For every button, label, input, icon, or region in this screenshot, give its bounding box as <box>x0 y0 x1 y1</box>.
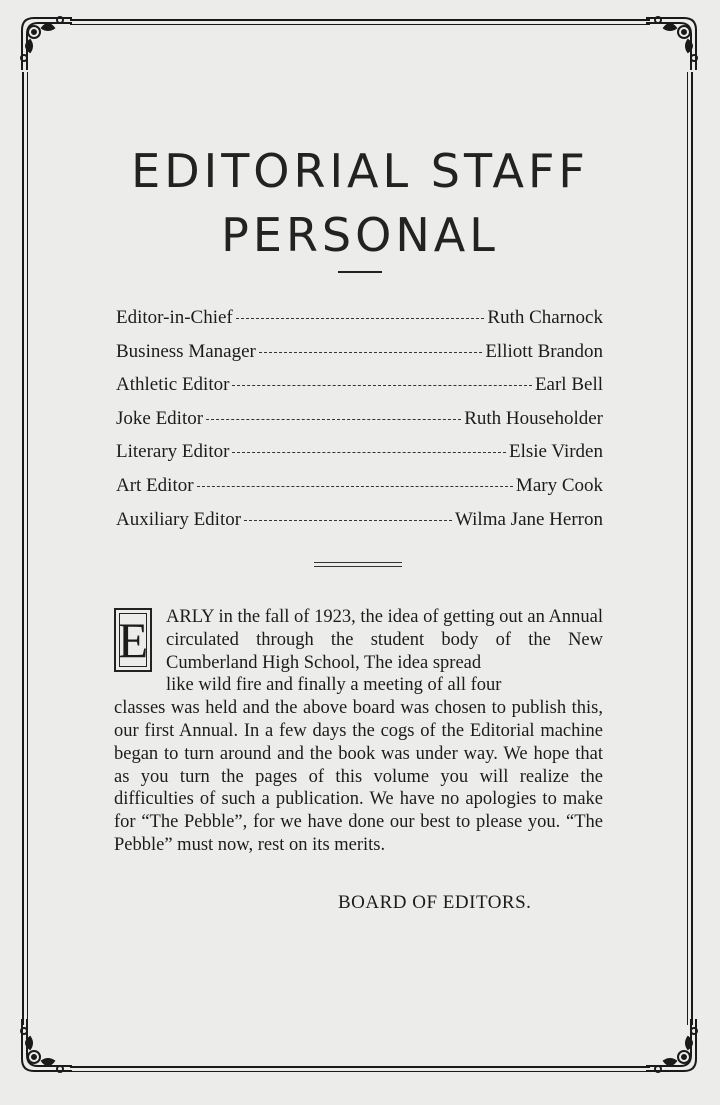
dotted-leader <box>259 352 482 353</box>
drop-cap-letter: E <box>117 612 149 668</box>
staff-role: Editor-in-Chief <box>116 307 233 328</box>
paragraph-line: “The Pebble”, for we have done our best to please you. <box>141 812 561 833</box>
title-divider <box>338 271 382 273</box>
staff-name: Elliott Brandon <box>485 340 603 362</box>
paragraph-line: classes was held and the above board was chosen to <box>114 698 507 719</box>
paragraph-line: “The Pebble” must now, rest on its merits. <box>114 812 603 855</box>
staff-row <box>116 471 603 505</box>
paragraph-line: book was under way. We hope that as you turn the <box>114 743 604 787</box>
paragraph-line: ARLY in the fall of 1923, the idea of getting out an <box>166 607 545 627</box>
staff-row <box>116 404 603 438</box>
dotted-leader <box>236 318 485 319</box>
paragraph-line: publish this, our first Annual. In a few days the cogs <box>114 698 603 741</box>
paragraph-line: like wild fire and finally a meeting of all four <box>166 675 502 696</box>
paragraph-line: Annual circulated through the student body of the <box>166 607 603 650</box>
section-divider <box>314 562 402 567</box>
dotted-leader <box>197 486 513 487</box>
corner-ornament-icon <box>12 1013 78 1079</box>
paragraph-line: such a publication. We have no apologies to make for <box>114 789 603 833</box>
paragraph-line: of the Editorial machine began to turn around and the <box>114 720 603 764</box>
dotted-leader <box>206 419 461 420</box>
dotted-leader <box>244 520 452 521</box>
corner-ornament-icon <box>12 10 78 76</box>
corner-ornament-icon <box>640 10 706 76</box>
title-line-2: PERSONAL <box>221 208 499 262</box>
corner-ornament-icon <box>640 1013 706 1079</box>
staff-role: Joke Editor <box>116 407 204 429</box>
signature: BOARD OF EDITORS. <box>338 892 532 913</box>
paragraph-line: pages of this volume you will realize the difficulties of <box>114 766 604 810</box>
dotted-leader <box>232 385 531 386</box>
title-line-1: EDITORIAL STAFF <box>131 144 589 198</box>
staff-row <box>116 370 603 404</box>
staff-role: Art Editor <box>116 474 194 496</box>
drop-cap <box>114 608 152 672</box>
staff-row <box>116 437 603 471</box>
staff-name: Earl Bell <box>534 374 603 396</box>
paragraph-text <box>114 606 603 857</box>
intro-paragraph <box>114 606 603 857</box>
staff-role: Athletic Editor <box>116 374 230 396</box>
paragraph-line: New Cumberland High School, The idea spread <box>166 629 603 673</box>
staff-name: Mary Cook <box>515 474 603 496</box>
staff-name: Ruth Householder <box>464 407 603 429</box>
staff-row <box>116 303 603 337</box>
staff-name: Wilma Jane Herron <box>454 508 603 530</box>
staff-row <box>116 505 603 539</box>
dotted-leader <box>232 452 506 453</box>
staff-role: Auxiliary Editor <box>116 508 242 530</box>
staff-list <box>116 303 603 538</box>
staff-row <box>116 337 603 371</box>
page-title <box>0 140 720 266</box>
staff-role: Business Manager <box>116 340 256 362</box>
staff-name: Ruth Charnock <box>487 307 603 328</box>
staff-name: Elsie Virden <box>508 441 603 463</box>
staff-role: Literary Editor <box>116 441 230 463</box>
